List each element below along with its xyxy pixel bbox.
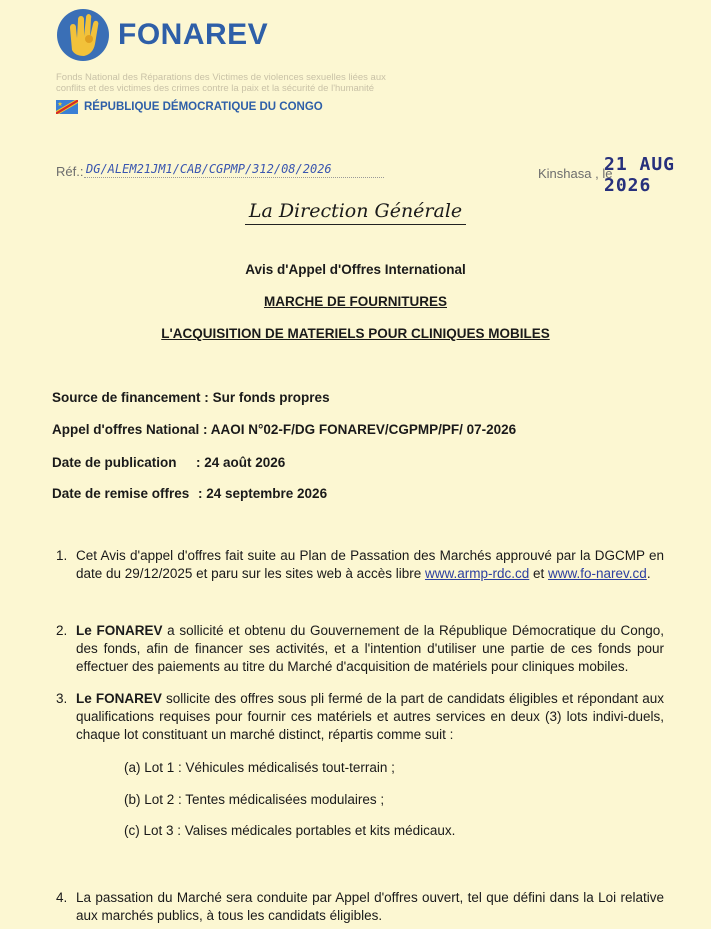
paragraph-3 [56, 690, 664, 744]
fonarev-link[interactable]: www.fo-narev.cd [548, 566, 647, 581]
reference-value: DG/ALEM21JM1/CAB/CGPMP/312/08/2026 [86, 162, 332, 176]
tagline: Fonds National des Réparations des Victimes de violences sexuelles liées aux conflits et des victimes des crimes contre la paix et la sécurité de l'humanité [56, 72, 386, 94]
funding-value: Sur fonds propres [212, 390, 330, 405]
reference-row [56, 154, 706, 196]
funding-label: Source de financement : [52, 390, 209, 405]
deadline-line [52, 486, 328, 501]
paragraph-1 [56, 547, 664, 583]
hand-logo-icon [56, 6, 110, 64]
lot-item: (b) Lot 2 : Tentes médicalisées modulaires ; [124, 792, 385, 807]
direction-text: La Direction Générale [245, 200, 466, 225]
lot-item: (c) Lot 3 : Valises médicales portables et kits médicaux. [124, 823, 456, 838]
object-title: L'ACQUISITION DE MATERIELS POUR CLINIQUES MOBILES [161, 326, 550, 341]
reference-underline [84, 177, 384, 178]
tender-label: Appel d'offres National : [52, 422, 208, 437]
funding-line [52, 390, 330, 405]
paragraph-bold: Le FONAREV [76, 691, 162, 706]
notice-title: Avis d'Appel d'Offres International [245, 262, 466, 277]
brand-name: FONAREV [118, 18, 269, 51]
paragraph-2 [56, 622, 664, 676]
publication-value: : 24 août 2026 [196, 455, 286, 470]
paragraph-number: 4. [56, 890, 68, 905]
lot-item: (a) Lot 1 : Véhicules médicalisés tout-terrain ; [124, 760, 395, 775]
tender-line [52, 422, 516, 437]
paragraph-text: sollicite des offres sous pli fermé de la part de candidats éligibles et répondant aux qualifications requises pour fournir ces matériels et autres services en deux (3) lots indivi-duels, chaque lot constituant un marché distinct, répartis comme suit : [76, 691, 664, 742]
tender-value: AAOI N°02-F/DG FONAREV/CGPMP/PF/ 07-2026 [210, 422, 517, 437]
paragraph-number: 2. [56, 623, 68, 638]
deadline-label: Date de remise offres [52, 486, 190, 501]
letterhead [56, 6, 386, 114]
date-stamp: 21 AUG 2026 [604, 154, 676, 196]
paragraph-bold: Le FONAREV [76, 623, 163, 638]
market-title: MARCHE DE FOURNITURES [263, 294, 447, 309]
paragraph-4 [56, 889, 664, 925]
paragraph-text: a sollicité et obtenu du Gouvernement de la République Démocratique du Congo, des fonds, afin de financer ses activités, et a l'intention d'utiliser une partie de ces fonds pour effectuer des paiements au titre du Marché d'acquisition de matériels pour cliniques mobiles. [76, 623, 664, 674]
publication-label: Date de publication [52, 455, 177, 470]
paragraph-number: 1. [56, 548, 68, 563]
country-name: RÉPUBLIQUE DÉMOCRATIQUE DU CONGO [84, 101, 323, 113]
paragraph-text: Cet Avis d'appel d'offres fait suite au Plan de Passation des Marchés approuvé par la DGCMP en date du 29/12/2025 et paru sur les sites web à accès libre [76, 548, 664, 581]
drc-flag-icon [56, 100, 78, 114]
link-separator: et [529, 566, 549, 581]
city-date-label: Kinshasa , le [538, 166, 613, 181]
deadline-value: : 24 septembre 2026 [198, 486, 328, 501]
reference-label: Réf.: [56, 164, 84, 179]
paragraph-text: La passation du Marché sera conduite par Appel d'offres ouvert, tel que défini dans la Loi relative aux marchés publics, à tous les candidats éligibles. [76, 890, 664, 923]
publication-line [52, 455, 286, 470]
paragraph-number: 3. [56, 691, 68, 706]
paragraph-end: . [646, 566, 651, 581]
armp-link[interactable]: www.armp-rdc.cd [424, 566, 530, 581]
direction-heading [0, 200, 711, 222]
